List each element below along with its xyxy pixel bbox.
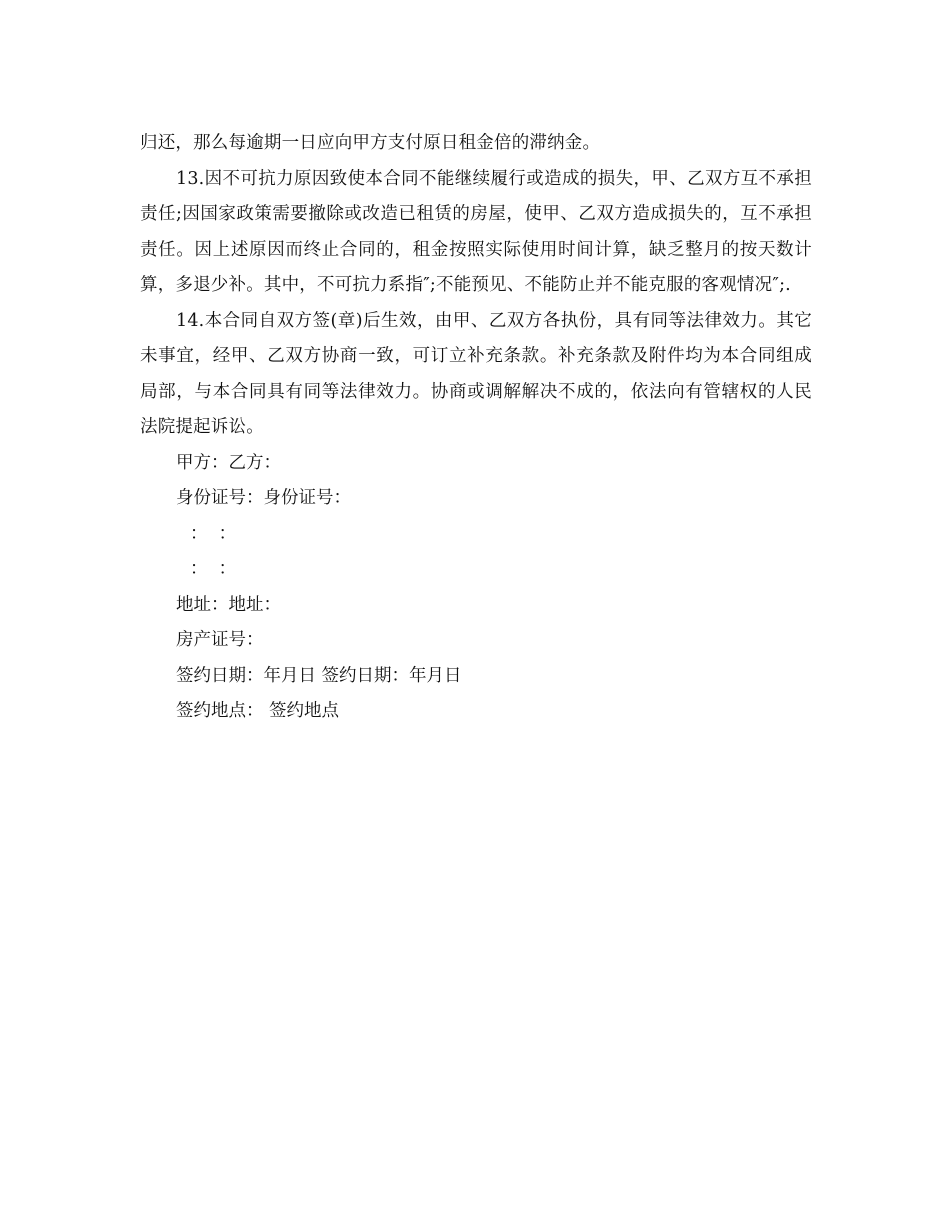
paragraph-continuation: 归还，那么每逾期一日应向甲方支付原日租金倍的滞纳金。 xyxy=(140,133,601,153)
sign-place-line: 签约地点： 签约地点 xyxy=(176,701,340,721)
document-body xyxy=(140,126,812,730)
parties-line: 甲方：乙方： xyxy=(176,452,281,473)
id-number-line: 身份证号：身份证号： xyxy=(176,488,351,508)
blank-line-2: ： ： xyxy=(190,559,237,579)
sign-date-line: 签约日期：年月日 签约日期：年月日 xyxy=(176,665,462,686)
address-line: 地址：地址： xyxy=(176,594,281,615)
clause-14: 14.本合同自双方签(章)后生效，由甲、乙双方各执份，具有同等法律效力。其它未事宜，经甲、乙双方协商一致，可订立补充条款。补充条款及附件均为本合同组成局部，与本合同具有同等法律效力。协商或调解解决不成的，依法向有管辖权的人民法院提起诉讼。 xyxy=(140,310,812,437)
blank-line-1: ： ： xyxy=(190,523,237,544)
clause-13: 13.因不可抗力原因致使本合同不能继续履行或造成的损失，甲、乙双方互不承担责任;因国家政策需要撤除或改造已租赁的房屋，使甲、乙双方造成损失的，互不承担责任。因上述原因而终止合同的，租金按照实际使用时间计算，缺乏整月的按天数计算，多退少补。其中，不可抗力系指″;不能预见、不能防止并不能克服的客观情况″;. xyxy=(140,168,812,295)
property-cert-line: 房产证号： xyxy=(176,630,264,650)
